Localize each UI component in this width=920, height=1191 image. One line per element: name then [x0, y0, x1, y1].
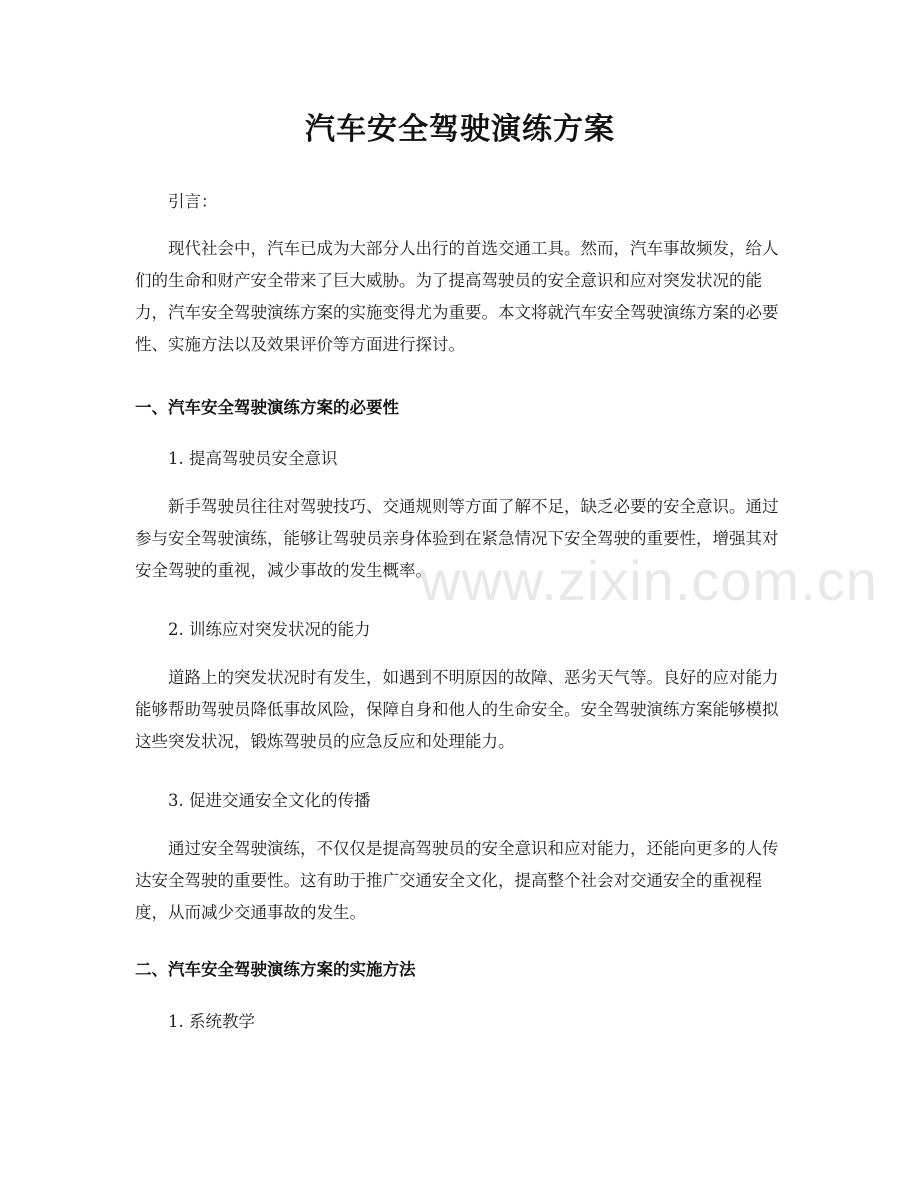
section-1-item-2-title: 2. 训练应对突发状况的能力 [168, 620, 371, 639]
section-2-heading: 二、汽车安全驾驶演练方案的实施方法 [135, 960, 416, 979]
section-1-item-2-paragraph: 道路上的突发状况时有发生，如遇到不明原因的故障、恶劣天气等。良好的应对能力能够帮助驾驶员降低事故风险，保障自身和他人的生命安全。安全驾驶演练方案能够模拟这些突发状况，锻炼驾驶员的应急反应和处理能力。 [135, 668, 779, 751]
intro-paragraph: 现代社会中，汽车已成为大部分人出行的首选交通工具。然而，汽车事故频发，给人们的生命和财产安全带来了巨大威胁。为了提高驾驶员的安全意识和应对突发状况的能力，汽车安全驾驶演练方案的实施变得尤为重要。本文将就汽车安全驾驶演练方案的必要性、实施方法以及效果评价等方面进行探讨。 [135, 239, 779, 354]
section-1-item-3-paragraph: 通过安全驾驶演练，不仅仅是提高驾驶员的安全意识和应对能力，还能向更多的人传达安全驾驶的重要性。这有助于推广交通安全文化，提高整个社会对交通安全的重视程度，从而减少交通事故的发生。 [135, 839, 779, 922]
section-2-item-1-title: 1. 系统教学 [168, 1012, 255, 1031]
intro-label: 引言： [168, 192, 218, 211]
section-1-item-1-paragraph: 新手驾驶员往往对驾驶技巧、交通规则等方面了解不足，缺乏必要的安全意识。通过参与安全驾驶演练，能够让驾驶员亲身体验到在紧急情况下安全驾驶的重要性，增强其对安全驾驶的重视，减少事故的发生概率。 [135, 497, 779, 580]
section-1-item-1-title: 1. 提高驾驶员安全意识 [168, 449, 338, 468]
document-title: 汽车安全驾驶演练方案 [305, 112, 615, 147]
section-1-heading: 一、汽车安全驾驶演练方案的必要性 [135, 398, 399, 417]
section-1-item-3-title: 3. 促进交通安全文化的传播 [168, 791, 371, 810]
watermark: www.zixin.com.cn [420, 549, 878, 612]
